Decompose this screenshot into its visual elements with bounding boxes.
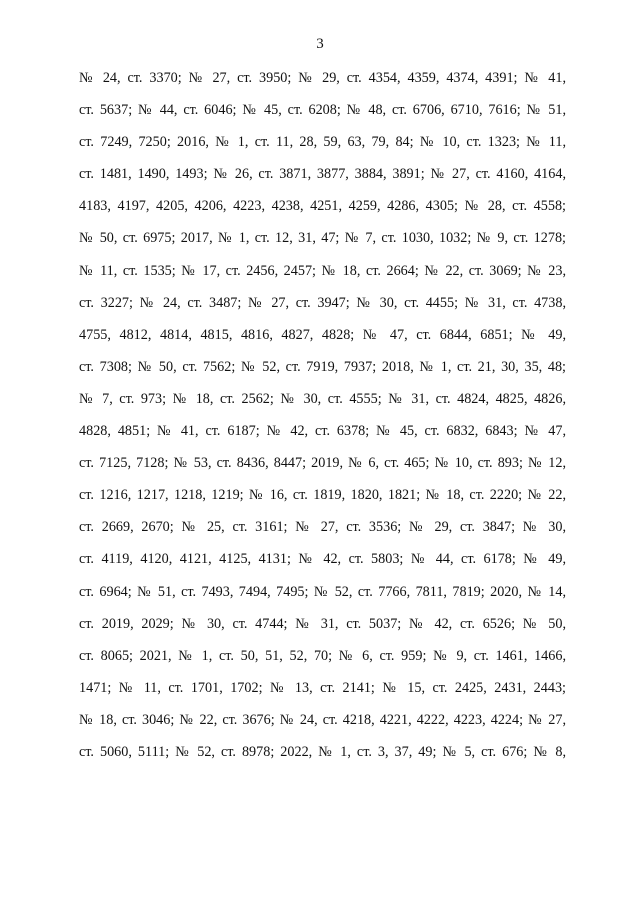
text-line: 4755, 4812, 4814, 4815, 4816, 4827, 4828; № 47, ст. 6844, 6851; № 49, [79, 326, 566, 343]
text-line: ст. 1216, 1217, 1218, 1219; № 16, ст. 1819, 1820, 1821; № 18, ст. 2220; № 22, [79, 487, 566, 504]
text-line: ст. 1481, 1490, 1493; № 26, ст. 3871, 3877, 3884, 3891; № 27, ст. 4160, 4164, [79, 166, 566, 183]
text-line: ст. 4119, 4120, 4121, 4125, 4131; № 42, ст. 5803; № 44, ст. 6178; № 49, [79, 551, 566, 568]
text-line: 4828, 4851; № 41, ст. 6187; № 42, ст. 6378; № 45, ст. 6832, 6843; № 47, [79, 423, 566, 440]
text-line: ст. 2019, 2029; № 30, ст. 4744; № 31, ст. 5037; № 42, ст. 6526; № 50, [79, 615, 566, 632]
text-line: ст. 6964; № 51, ст. 7493, 7494, 7495; № 52, ст. 7766, 7811, 7819; 2020, № 14, [79, 583, 566, 600]
text-line: 4183, 4197, 4205, 4206, 4223, 4238, 4251, 4259, 4286, 4305; № 28, ст. 4558; [79, 198, 566, 215]
text-line: 1471; № 11, ст. 1701, 1702; № 13, ст. 2141; № 15, ст. 2425, 2431, 2443; [79, 679, 566, 696]
text-line: № 50, ст. 6975; 2017, № 1, ст. 12, 31, 47; № 7, ст. 1030, 1032; № 9, ст. 1278; [79, 230, 566, 247]
page-number: 3 [316, 36, 324, 52]
text-line: № 18, ст. 3046; № 22, ст. 3676; № 24, ст. 4218, 4221, 4222, 4223, 4224; № 27, [79, 711, 566, 728]
text-line: ст. 7125, 7128; № 53, ст. 8436, 8447; 2019, № 6, ст. 465; № 10, ст. 893; № 12, [79, 455, 566, 472]
text-line: № 24, ст. 3370; № 27, ст. 3950; № 29, ст. 4354, 4359, 4374, 4391; № 41, [79, 70, 566, 86]
text-line: ст. 5060, 5111; № 52, ст. 8978; 2022, № 1, ст. 3, 37, 49; № 5, ст. 676; № 8, [79, 743, 566, 760]
text-line: ст. 2669, 2670; № 25, ст. 3161; № 27, ст. 3536; № 29, ст. 3847; № 30, [79, 519, 566, 536]
text-line: ст. 3227; № 24, ст. 3487; № 27, ст. 3947; № 30, ст. 4455; № 31, ст. 4738, [79, 294, 566, 311]
text-line: ст. 5637; № 44, ст. 6046; № 45, ст. 6208; № 48, ст. 6706, 6710, 7616; № 51, [79, 102, 566, 119]
text-line: ст. 7249, 7250; 2016, № 1, ст. 11, 28, 59, 63, 79, 84; № 10, ст. 1323; № 11, [79, 134, 566, 151]
text-line: ст. 7308; № 50, ст. 7562; № 52, ст. 7919, 7937; 2018, № 1, ст. 21, 30, 35, 48; [79, 358, 566, 375]
body-text [79, 66, 566, 772]
text-line: № 7, ст. 973; № 18, ст. 2562; № 30, ст. 4555; № 31, ст. 4824, 4825, 4826, [79, 390, 566, 407]
text-line: № 11, ст. 1535; № 17, ст. 2456, 2457; № 18, ст. 2664; № 22, ст. 3069; № 23, [79, 262, 566, 279]
text-line: ст. 8065; 2021, № 1, ст. 50, 51, 52, 70; № 6, ст. 959; № 9, ст. 1461, 1466, [79, 647, 566, 664]
